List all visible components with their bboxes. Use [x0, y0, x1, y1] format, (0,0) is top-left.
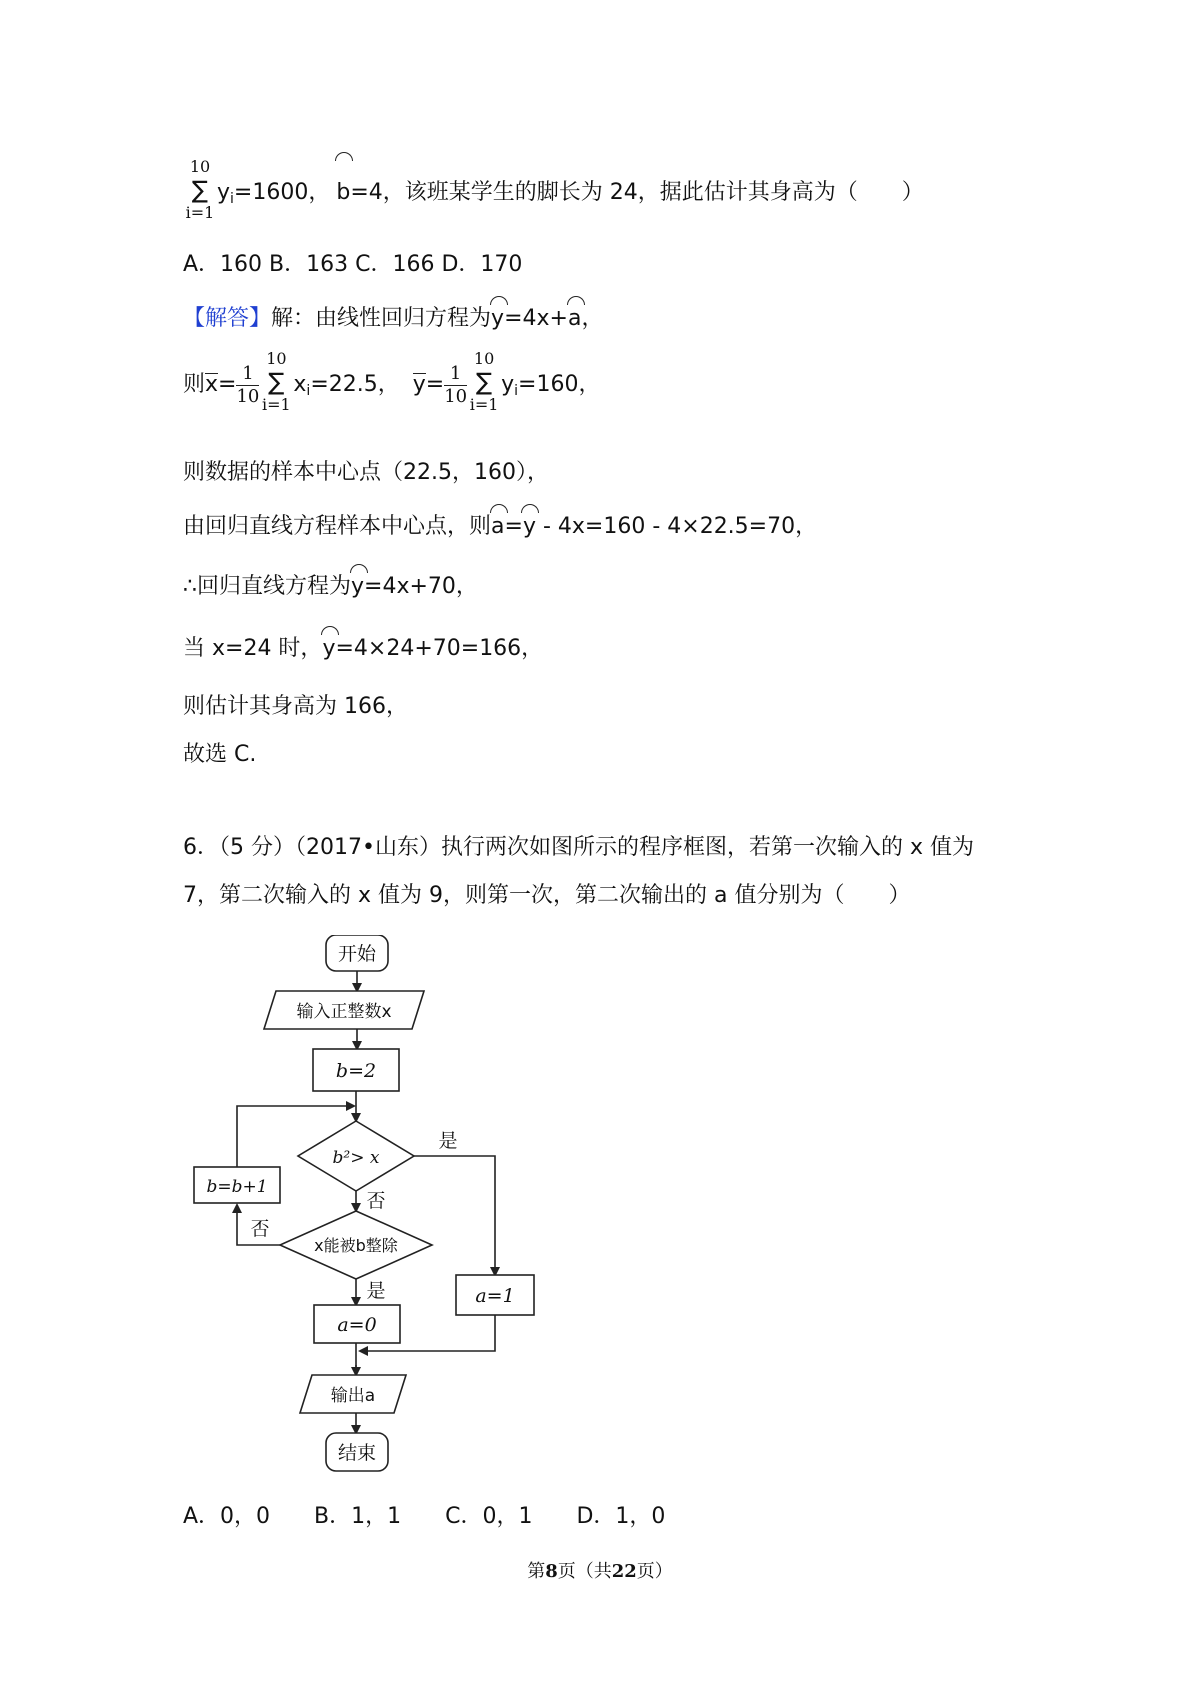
b-hat: b — [336, 160, 350, 226]
fraction-1-num: 1 — [236, 363, 259, 386]
solution-line-5 — [183, 572, 478, 602]
y-hat-3: y — [351, 572, 364, 602]
end-label: 结束 — [337, 1442, 377, 1464]
start-label: 开始 — [337, 943, 377, 965]
no1-label: 否 — [366, 1190, 386, 1212]
question-5-stem — [183, 157, 924, 226]
cond1-label: b²> x — [332, 1148, 380, 1168]
y-hat-4: y — [322, 634, 335, 664]
yes1-label: 是 — [438, 1130, 458, 1152]
equals-2: = — [425, 372, 445, 397]
input-label: 输入正整数x — [296, 1002, 392, 1022]
fraction-2 — [444, 363, 467, 408]
sum-symbol: ∑ — [191, 176, 209, 204]
solution-line-6-end: =4×24+70=166， — [335, 636, 544, 661]
subscript-i: i — [230, 191, 234, 207]
footer-suffix: 页） — [636, 1561, 673, 1582]
solution-line-5-end: =4x+70， — [364, 574, 478, 599]
solution-line-6 — [183, 634, 543, 664]
page-footer — [0, 1557, 1200, 1583]
yes2-label: 是 — [366, 1280, 386, 1302]
sum-y-upper: 10 — [473, 349, 495, 368]
sum-lower-limit: i=1 — [185, 203, 215, 222]
solution-line-5-prefix: ∴回归直线方程为 — [183, 574, 351, 599]
solution-line-4-prefix: 由回归直线方程样本中心点，则 — [183, 514, 492, 539]
solution-line-1-mid: =4x+ — [504, 306, 568, 331]
sum-upper-limit: 10 — [189, 157, 211, 176]
a1-label: a=1 — [475, 1285, 515, 1307]
footer-total-pages: 22 — [611, 1561, 637, 1582]
solution-line-4-mid: = — [504, 514, 523, 539]
sum-value: =1600， — [233, 180, 331, 205]
solution-line-1 — [183, 304, 603, 334]
fraction-2-num: 1 — [444, 363, 467, 386]
init-label: b=2 — [335, 1060, 377, 1082]
footer-page-number: 8 — [545, 1561, 558, 1582]
summation — [185, 157, 215, 223]
y-i-2: y — [501, 372, 515, 397]
solution-line-1-prefix: 解：由线性回归方程为 — [271, 306, 492, 331]
x-mean-value: =22.5， — [310, 372, 400, 397]
subscript-i-x: i — [306, 383, 311, 399]
y-hat-2: y — [523, 512, 536, 542]
x-bar: x — [205, 372, 219, 397]
fraction-1 — [236, 363, 259, 408]
footer-prefix: 第 — [527, 1561, 546, 1582]
solution-line-2-prefix: 则 — [183, 372, 206, 397]
fraction-1-den: 10 — [236, 385, 260, 407]
summation-x — [261, 349, 291, 415]
solution-tag: 【解答】 — [183, 306, 272, 331]
question-6-stem-line-2: 7，第二次输入的 x 值为 9，则第一次，第二次输出的 a 值分别为（ ） — [183, 883, 911, 908]
solution-line-8: 故选 C. — [183, 742, 257, 767]
solution-line-3: 则数据的样本中心点（22.5，160）， — [183, 460, 549, 485]
sum-y-lower: i=1 — [469, 395, 499, 414]
fraction-2-den: 10 — [444, 385, 468, 407]
footer-mid: 页（共 — [557, 1561, 612, 1582]
x-i: x — [293, 372, 307, 397]
summation-y — [469, 349, 499, 415]
y-hat: y — [491, 304, 504, 334]
a-hat-2: a — [491, 512, 504, 542]
sum-x-symbol: ∑ — [268, 368, 285, 396]
sum-y-symbol: ∑ — [476, 368, 493, 396]
solution-line-4 — [183, 512, 817, 542]
sum-x-upper: 10 — [266, 349, 287, 368]
no2-label: 否 — [250, 1218, 270, 1240]
solution-line-2 — [183, 349, 601, 418]
solution-line-1-end: ， — [581, 306, 604, 331]
sum-x-lower: i=1 — [262, 395, 291, 414]
output-label: 输出a — [330, 1386, 376, 1406]
a0-label: a=0 — [337, 1314, 377, 1336]
solution-line-6-prefix: 当 x=24 时， — [183, 636, 323, 661]
stem-tail: =4，该班某学生的脚长为 24，据此估计其身高为（ ） — [350, 180, 924, 205]
y-bar: y — [412, 372, 426, 397]
solution-line-4-end: - 4x=160 - 4×22.5=70， — [535, 514, 818, 539]
y-mean-value: =160， — [518, 372, 601, 397]
equals-1: = — [218, 372, 237, 397]
inc-label: b=b+1 — [206, 1177, 268, 1197]
question-6-stem-line-1: 6．（5 分）（2017•山东）执行两次如图所示的程序框图，若第一次输入的 x 值为 — [183, 835, 974, 860]
flowchart — [180, 935, 580, 1475]
question-5-options: A．160 B．163 C．166 D．170 — [183, 252, 523, 277]
solution-line-7: 则估计其身高为 166， — [183, 694, 408, 719]
subscript-i-y: i — [514, 383, 519, 399]
a-hat: a — [568, 304, 581, 334]
question-6-options: A．0，0 B．1，1 C．0，1 D．1，0 — [183, 1504, 666, 1529]
cond2-label: x能被b整除 — [314, 1236, 398, 1255]
y-i: y — [217, 180, 231, 205]
